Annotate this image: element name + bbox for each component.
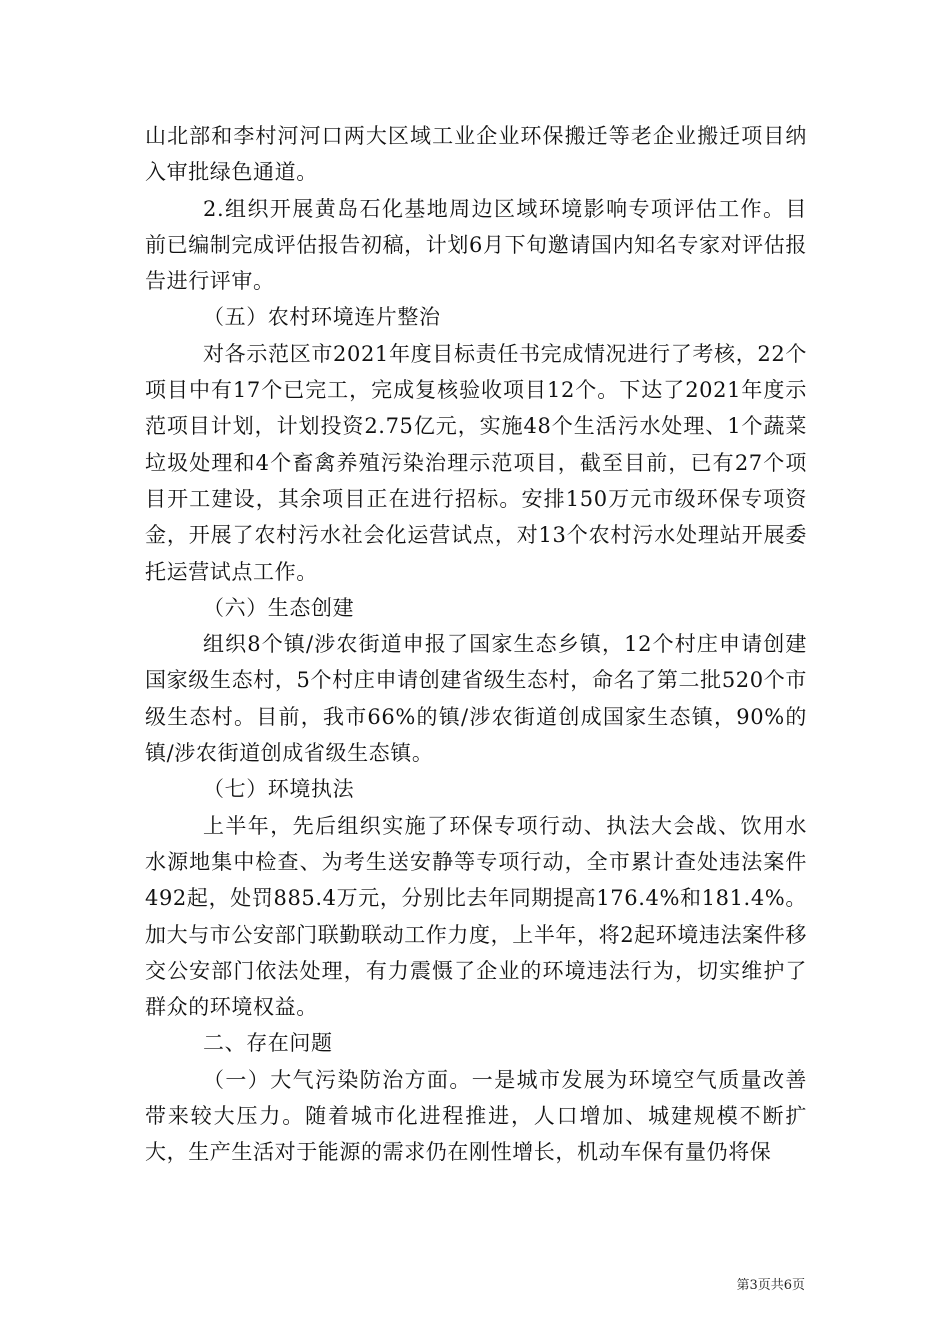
page-number: 第3页共6页 xyxy=(736,1278,805,1293)
paragraph-item-2: 2.组织开展黄岛石化基地周边区域环境影响专项评估工作。目前已编制完成评估报告初稿，计划6月下旬邀请国内知名专家对评估报告进行评审。 xyxy=(145,196,807,294)
paragraph-ecological-creation: 组织8个镇/涉农街道申报了国家生态乡镇，12个村庄申请创建国家级生态村，5个村庄申请创建省级生态村，命名了第二批520个市级生态村。目前，我市66%的镇/涉农街道创成国家生态镇，90%的镇/涉农街道创成省级生态镇。 xyxy=(145,632,807,766)
paragraph-environmental-enforcement: 上半年，先后组织实施了环保专项行动、执法大会战、饮用水水源地集中检查、为考生送安静等专项行动，全市累计查处违法案件492起，处罚885.4万元，分别比去年同期提高176.4%和181.4%。加大与市公安部门联勤联动工作力度，上半年，将2起环境违法案件移交公安部门依法处理，有力震慑了企业的环境违法行为，切实维护了群众的环境权益。 xyxy=(145,813,807,1020)
document-body xyxy=(145,118,807,1171)
section-heading-rural-environment: （五）农村环境连片整治 xyxy=(203,305,441,330)
paragraph-air-pollution: （一）大气污染防治方面。一是城市发展为环境空气质量改善带来较大压力。随着城市化进程推进，人口增加、城建规模不断扩大，生产生活对于能源的需求仍在刚性增长，机动车保有量仍将保 xyxy=(145,1067,807,1165)
paragraph-rural-environment: 对各示范区市2021年度目标责任书完成情况进行了考核，22个项目中有17个已完工，完成复核验收项目12个。下达了2021年度示范项目计划，计划投资2.75亿元，实施48个生活污水处理、1个蔬菜垃圾处理和4个畜禽养殖污染治理示范项目，截至目前，已有27个项目开工建设，其余项目正在进行招标。安排150万元市级环保专项资金，开展了农村污水社会化运营试点，对13个农村污水处理站开展委托运营试点工作。 xyxy=(145,341,807,584)
paragraph-continuation: 山北部和李村河河口两大区域工业企业环保搬迁等老企业搬迁项目纳入审批绿色通道。 xyxy=(145,124,807,185)
section-heading-existing-problems: 二、存在问题 xyxy=(203,1031,333,1056)
section-heading-ecological-creation: （六）生态创建 xyxy=(203,595,355,620)
section-heading-environmental-enforcement: （七）环境执法 xyxy=(203,777,355,802)
